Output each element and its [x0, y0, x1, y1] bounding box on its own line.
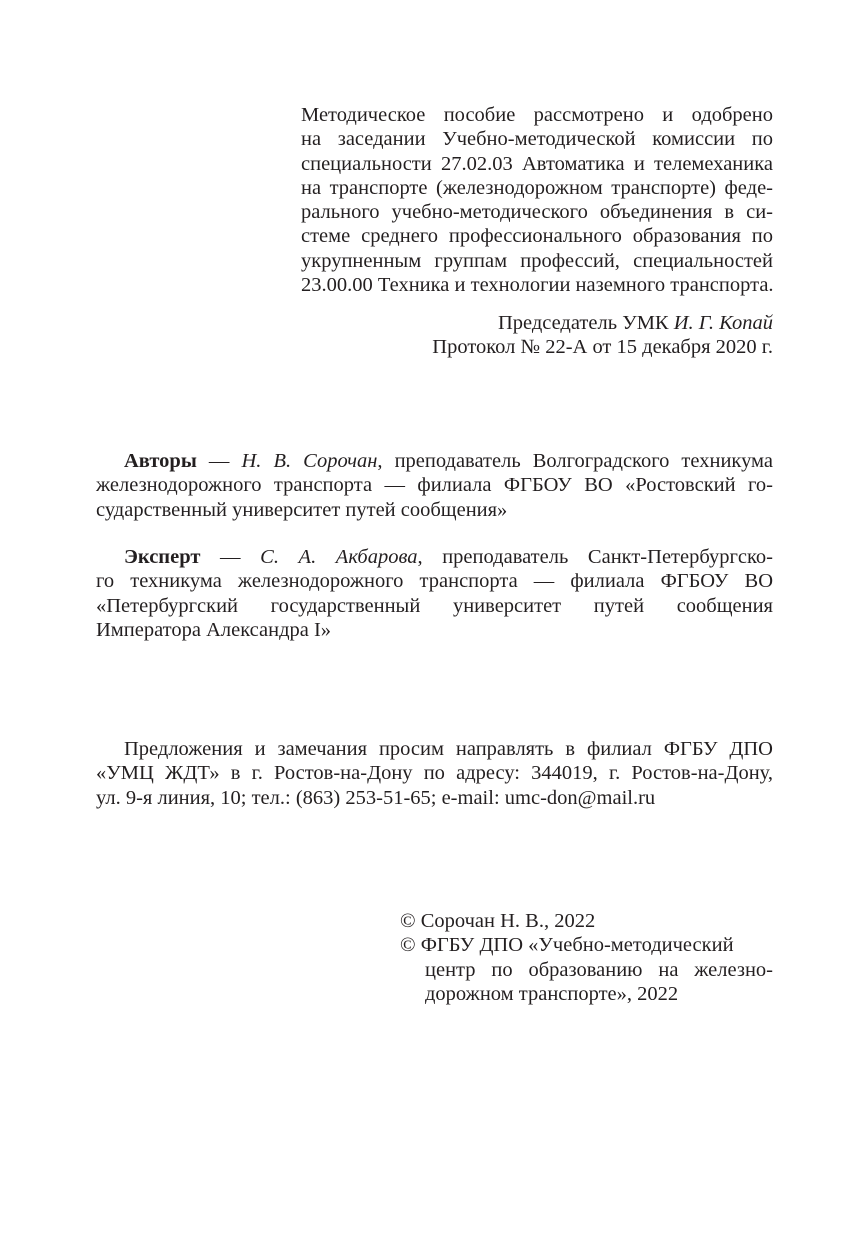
expert-dash: —: [200, 546, 261, 568]
approval-line: Методическое пособие рассмотрено и одобрено: [301, 104, 773, 126]
approval-line: на заседании Учебно-методической комиссии по: [301, 128, 773, 151]
approval-line: специальности 27.02.03 Автоматика и телемеханика: [301, 152, 773, 175]
chairman-line: [301, 311, 773, 335]
approval-line: на транспорте (железнодорожном транспорте) феде-: [301, 176, 773, 199]
authors-line: сударственный университет путей сообщения»: [96, 498, 508, 521]
expert-line: го техникума железнодорожного транспорта — филиала ФГБОУ ВО: [96, 570, 773, 593]
expert-affiliation: , преподаватель Санкт-Петербургско-: [417, 546, 773, 568]
expert-line: Императора Александра I»: [96, 618, 332, 641]
authors-dash: —: [196, 450, 242, 472]
author-affiliation: , преподаватель Волгоградского техникума: [377, 450, 773, 472]
expert-label: Эксперт: [124, 546, 201, 568]
approval-line: рального учебно-методического объединения в си-: [301, 201, 773, 224]
approval-line: 23.00.00 Техника и технологии наземного транспорта.: [301, 274, 774, 297]
expert-paragraph: [96, 545, 773, 642]
chairman-block: [301, 311, 773, 360]
copyright-org: дорожном транспорте», 2022: [425, 982, 679, 1005]
suggestions-line: «УМЦ ЖДТ» в г. Ростов-на-Дону по адресу: 344019, г. Ростов-на-Дону,: [96, 762, 773, 785]
copyright-block: [400, 909, 773, 1006]
copyright-org: центр по образованию на железно-: [425, 958, 773, 981]
approval-paragraph: [301, 103, 773, 297]
authors-paragraph: [96, 449, 773, 522]
suggestions-line: ул. 9-я линия, 10; тел.: (863) 253-51-65; e-mail: umc-don@mail.ru: [96, 786, 656, 809]
protocol-line: Протокол № 22-А от 15 декабря 2020 г.: [432, 336, 773, 359]
expert-name: С. А. Акбарова: [260, 546, 418, 568]
approval-line: укрупненным группам профессий, специальностей: [301, 249, 773, 272]
approval-line: стеме среднего профессионального образования по: [301, 225, 773, 248]
authors-line: [96, 449, 773, 473]
copyright-org: © ФГБУ ДПО «Учебно-методический: [400, 934, 734, 957]
authors-label: Авторы: [124, 450, 197, 472]
chairman-name: И. Г. Копай: [673, 312, 773, 334]
expert-line: [96, 545, 773, 569]
suggestions-paragraph: [96, 737, 773, 810]
expert-line: «Петербургский государственный университет путей сообщения: [96, 594, 773, 617]
authors-line: железнодорожного транспорта — филиала ФГБОУ ВО «Ростовский го-: [96, 474, 773, 497]
author-name: Н. В. Сорочан: [241, 450, 378, 472]
chairman-prefix: Председатель УМК: [497, 312, 674, 334]
copyright-author: © Сорочан Н. В., 2022: [400, 910, 596, 932]
suggestions-line: Предложения и замечания просим направлять в филиал ФГБУ ДПО: [124, 738, 773, 760]
